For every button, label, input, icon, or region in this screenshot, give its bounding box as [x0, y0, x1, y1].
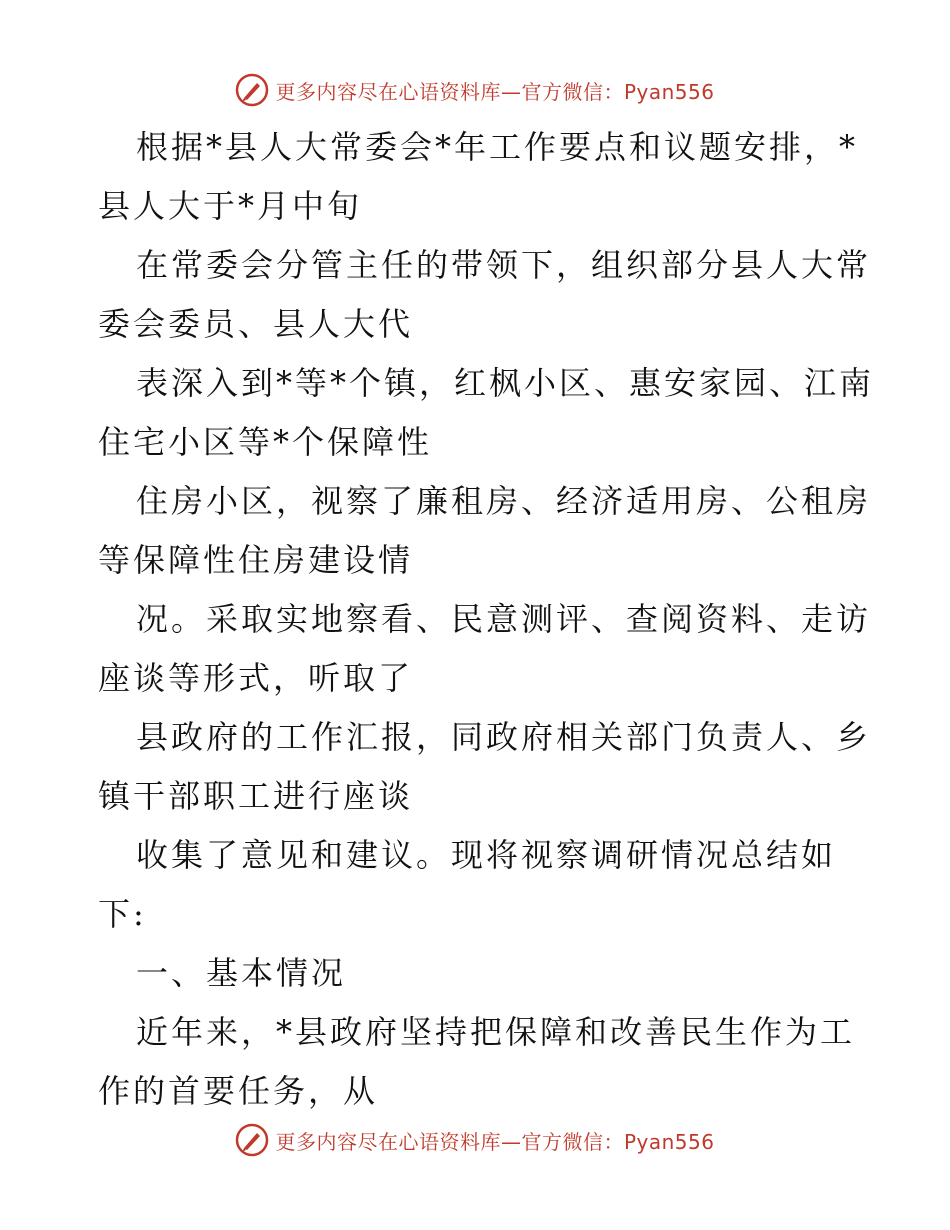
pen-logo-icon: [235, 73, 269, 107]
text-line: 等保障性住房建设情: [98, 541, 414, 579]
text-line: 镇干部职工进行座谈: [98, 777, 414, 815]
watermark-footer: [0, 1120, 950, 1160]
watermark-text: 更多内容尽在心语资料库—官方微信：Pyan556: [275, 1129, 715, 1154]
text-line: 座谈等形式，听取了: [98, 659, 414, 697]
text-line: 下:: [98, 895, 147, 933]
text-line: 况。采取实地察看、民意测评、查阅资料、走访: [136, 600, 872, 638]
text-line: 在常委会分管主任的带领下，组织部分县人大常: [136, 246, 872, 284]
text-line: 住宅小区等*个保障性: [98, 423, 433, 461]
text-line: 委会委员、县人大代: [98, 305, 414, 343]
text-line: 作的首要任务，从: [98, 1072, 379, 1110]
text-line: 住房小区，视察了廉租房、经济适用房、公租房: [136, 482, 872, 520]
watermark-text: 更多内容尽在心语资料库—官方微信：Pyan556: [275, 79, 715, 104]
text-line: 县人大于*月中旬: [98, 187, 363, 225]
text-line: 收集了意见和建议。现将视察调研情况总结如: [136, 836, 837, 874]
text-line: 根据*县人大常委会*年工作要点和议题安排，*: [136, 128, 859, 166]
document-body: [98, 118, 875, 1121]
watermark-header: [0, 70, 950, 110]
pen-logo-icon: [235, 1123, 269, 1157]
text-line: 近年来，*县政府坚持把保障和改善民生作为工: [136, 1013, 856, 1051]
text-line: 表深入到*等*个镇，红枫小区、惠安家园、江南: [136, 364, 875, 402]
text-line: 县政府的工作汇报，同政府相关部门负责人、乡: [136, 718, 872, 756]
text-line: 一、基本情况: [136, 954, 347, 992]
